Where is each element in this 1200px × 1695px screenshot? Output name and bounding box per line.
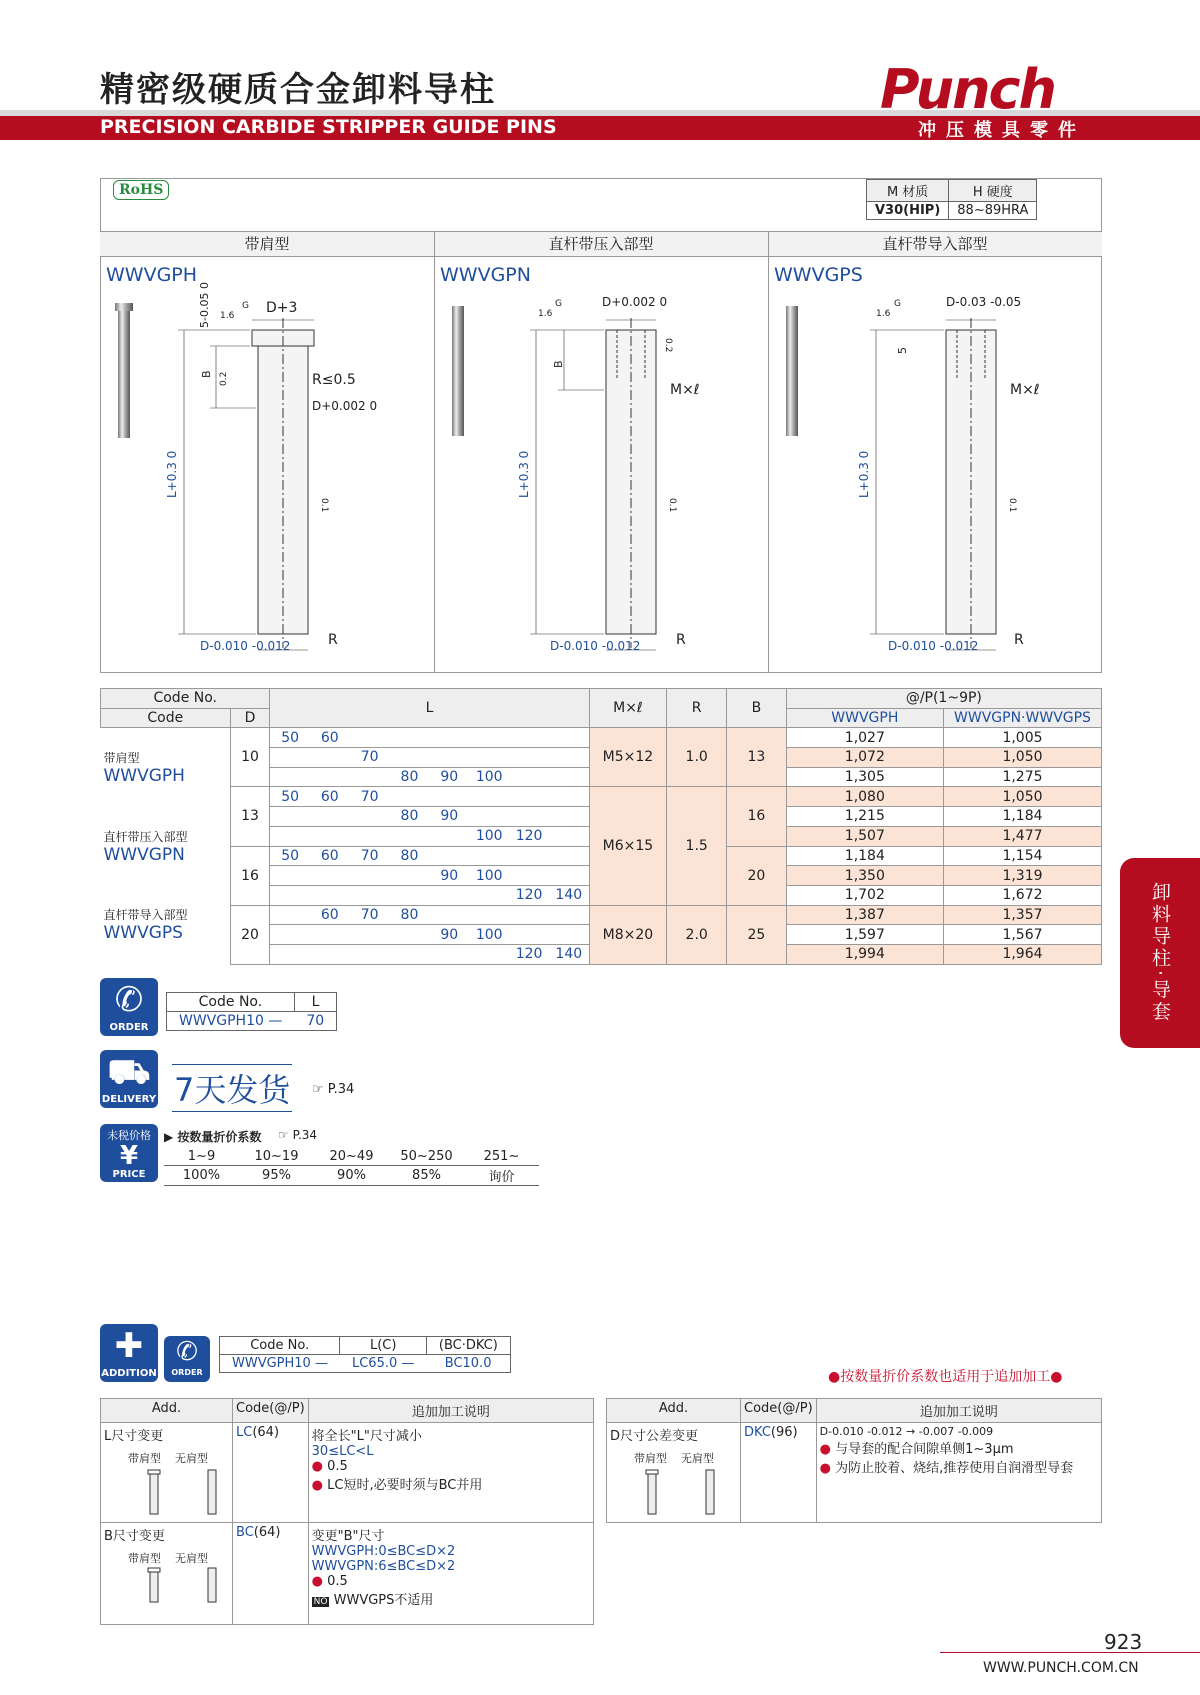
price-cell: 1,184 [943, 807, 1101, 827]
price-cell: 1,357 [943, 905, 1101, 925]
l-cell: 70 [350, 787, 390, 807]
spec-table [100, 688, 1102, 965]
l-cell [390, 728, 430, 748]
photo-wwvgps [786, 306, 798, 436]
g-wwvgpn: G [555, 299, 562, 309]
add-bc-code: BC [236, 1525, 254, 1540]
rate-cell: 95% [239, 1165, 314, 1185]
dim-bottom-wwvgps: D-0.010 -0.012 [888, 639, 979, 653]
dim-top-wwvgps: D-0.03 -0.05 [946, 295, 1022, 309]
h-m: M×ℓ [589, 689, 667, 728]
l-cell: 100 [469, 866, 509, 886]
hardness-label: H 硬度 [949, 180, 1037, 202]
add-h-lc: L(C) [340, 1337, 426, 1355]
dim-five-wwvgps: 5 [896, 347, 909, 354]
l-cell [549, 787, 589, 807]
l-cell [549, 728, 589, 748]
l-cell [509, 925, 549, 945]
l-cell [429, 905, 469, 925]
l-cell [310, 807, 350, 827]
l-cell [469, 846, 509, 866]
l-cell [390, 885, 430, 905]
dim-l-wwvgph: L+0.3 0 [165, 450, 179, 498]
l-cell: 120 [509, 826, 549, 846]
l-cell [469, 787, 509, 807]
l-cell [429, 846, 469, 866]
rohs-badge: RoHS [113, 180, 169, 200]
dim-d-wwvgph: D+0.002 0 [312, 399, 378, 413]
l-cell: 50 [270, 787, 310, 807]
price-cell: 1,154 [943, 846, 1101, 866]
price-cell: 1,275 [943, 767, 1101, 787]
price-cell: 1,672 [943, 885, 1101, 905]
l-cell [310, 944, 350, 964]
l-cell: 60 [310, 787, 350, 807]
model-wwvgps: WWVGPS [774, 264, 863, 286]
l-cell: 60 [310, 728, 350, 748]
side-category-tab[interactable]: 卸料导柱·导套 [1120, 858, 1200, 1048]
website: WWW.PUNCH.COM.CN [983, 1660, 1139, 1676]
price-cell: 1,005 [943, 728, 1101, 748]
dim-b-wwvgpn: B [552, 360, 565, 368]
rate-cell: 85% [389, 1165, 464, 1185]
l-cell: 140 [549, 885, 589, 905]
price-cell: 1,184 [786, 846, 943, 866]
spec-row [101, 787, 1102, 807]
flat-wwvgps: 0.1 [1007, 498, 1017, 513]
order-icon: ✆ ORDER [100, 978, 158, 1036]
delivery-text: 7天发货 [172, 1064, 292, 1112]
b-cell: 13 [727, 728, 787, 787]
qty-cell: 50~250 [389, 1148, 464, 1165]
l-cell [509, 787, 549, 807]
l-cell: 140 [549, 944, 589, 964]
model-wwvgpn: WWVGPN [440, 264, 531, 286]
l-cell [350, 767, 390, 787]
h-codeno: Code No. [101, 689, 270, 709]
dim-top-wwvgpn: D+0.002 0 [602, 295, 668, 309]
h-l: L [270, 689, 589, 728]
rough-wwvgph: 1.6 [220, 311, 235, 321]
dim-l-wwvgpn: L+0.3 0 [517, 450, 531, 498]
l-cell [549, 846, 589, 866]
add-dkc-code: DKC [744, 1425, 771, 1440]
l-cell [549, 905, 589, 925]
rough-wwvgpn: 1.6 [538, 309, 553, 319]
l-cell [350, 925, 390, 945]
l-cell [310, 767, 350, 787]
l-cell [509, 767, 549, 787]
l-cell: 60 [310, 905, 350, 925]
flat2-wwvgph: 0.2 [219, 371, 229, 386]
rate-cell: 100% [164, 1165, 239, 1185]
addition-table-right: Add. Code(@/P) 追加加工说明 D尺寸公差变更 带肩型 无肩型 DKC(96) D-0.010 -0.012 → -0.007 -0.009 ● 与导套的配合间隙单侧1~3μm ● 为防止胶着、烧结,推荐使用自润滑型导套 [606, 1398, 1102, 1523]
l-cell [429, 944, 469, 964]
l-cell: 90 [429, 925, 469, 945]
page-title: 精密级硬质合金卸料导柱 [100, 70, 496, 110]
h-code: Code [101, 708, 231, 728]
r-cell: 1.0 [667, 728, 727, 787]
l-cell [509, 866, 549, 886]
l-cell [549, 826, 589, 846]
l-cell [509, 748, 549, 768]
type-header-guide: 直杆带导入部型 [768, 231, 1102, 257]
delivery-ref: ☞ P.34 [312, 1082, 355, 1097]
spec-row [101, 905, 1102, 925]
h-r: R [667, 689, 727, 728]
add-lc-code: LC [236, 1425, 253, 1440]
photo-wwvgpn [452, 306, 464, 436]
l-cell: 80 [390, 905, 430, 925]
l-cell [310, 925, 350, 945]
l-cell [270, 748, 310, 768]
price-cell: 1,567 [943, 925, 1101, 945]
material-table [866, 179, 1037, 220]
price-title: ▶ 按数量折价系数 [164, 1130, 262, 1144]
addition-example-table: Code No. L(C) (BC·DKC) WWVGPH10 — LC65.0 — BC10.0 [219, 1336, 511, 1373]
addition-note: ●按数量折价系数也适用于追加加工● [828, 1369, 1063, 1385]
l-cell [390, 866, 430, 886]
order-icon-small: ✆ ORDER [164, 1336, 210, 1382]
l-cell [429, 748, 469, 768]
price-ref: ☞ P.34 [278, 1128, 318, 1142]
l-cell: 60 [310, 846, 350, 866]
brand-logo: Punch [880, 58, 1055, 121]
dim-r-wwvgph: R≤0.5 [312, 372, 356, 388]
page-title-en: PRECISION CARBIDE STRIPPER GUIDE PINS [100, 116, 557, 138]
dim-h-wwvgph: 5-0.05 0 [198, 282, 211, 328]
b-cell: 25 [727, 905, 787, 964]
price-cell: 1,702 [786, 885, 943, 905]
l-cell: 80 [390, 846, 430, 866]
flat-wwvgpn: 0.1 [667, 498, 677, 513]
l-cell [509, 846, 549, 866]
l-cell: 90 [429, 807, 469, 827]
order-h-l: L [294, 993, 336, 1012]
l-cell [350, 728, 390, 748]
add-h-bc: (BC·DKC) [426, 1337, 510, 1355]
l-cell: 50 [270, 846, 310, 866]
l-cell [310, 866, 350, 886]
price-icon: 未税价格 ¥ PRICE [100, 1124, 158, 1182]
l-cell [390, 787, 430, 807]
l-cell [350, 826, 390, 846]
price-cell: 1,964 [943, 944, 1101, 964]
h-b: B [727, 689, 787, 728]
l-cell [469, 905, 509, 925]
hardness-value: 88~89HRA [949, 202, 1037, 220]
qty-cell: 10~19 [239, 1148, 314, 1165]
l-cell: 120 [509, 885, 549, 905]
l-cell [429, 728, 469, 748]
material-label: M 材质 [867, 180, 949, 202]
spec-row [101, 728, 1102, 748]
price-cell: 1,050 [943, 787, 1101, 807]
price-cell: 1,072 [786, 748, 943, 768]
order-l: 70 [294, 1012, 336, 1031]
price-cell: 1,350 [786, 866, 943, 886]
dkc-diagram [610, 1466, 730, 1516]
price-cell: 1,387 [786, 905, 943, 925]
order-example-table: Code No. L WWVGPH10 — 70 [166, 992, 337, 1031]
g-wwvgps: G [894, 299, 901, 309]
dim-bottom-wwvgpn: D-0.010 -0.012 [550, 639, 641, 653]
l-cell [310, 748, 350, 768]
delivery-icon: ⛟ DELIVERY [100, 1050, 158, 1108]
flat2-wwvgpn: 0.2 [663, 338, 673, 353]
l-cell: 50 [270, 728, 310, 748]
m-cell: M6×15 [589, 787, 667, 905]
dim-bottom-wwvgph: D-0.010 -0.012 [200, 639, 291, 653]
d-cell: 16 [230, 846, 270, 905]
l-cell [310, 885, 350, 905]
qty-cell: 1~9 [164, 1148, 239, 1165]
order-code: WWVGPH10 [179, 1013, 264, 1029]
l-cell [549, 925, 589, 945]
add-bc-name: B尺寸变更 [104, 1529, 165, 1544]
g-wwvgph: G [242, 301, 249, 311]
l-cell: 100 [469, 767, 509, 787]
l-cell [270, 885, 310, 905]
l-cell: 90 [429, 767, 469, 787]
l-cell [509, 905, 549, 925]
price-cell: 1,994 [786, 944, 943, 964]
l-cell [469, 748, 509, 768]
flat-wwvgph: 0.1 [319, 498, 329, 513]
l-cell [270, 866, 310, 886]
h-p1: WWVGPH [786, 708, 943, 728]
l-cell [429, 885, 469, 905]
add-dkc-name: D尺寸公差变更 [610, 1429, 699, 1444]
lc-diagram [104, 1466, 224, 1516]
l-cell: 100 [469, 826, 509, 846]
l-cell [429, 787, 469, 807]
model-wwvgph: WWVGPH [106, 264, 198, 286]
l-cell: 80 [390, 767, 430, 787]
l-cell: 90 [429, 866, 469, 886]
l-cell [270, 905, 310, 925]
rate-cell: 90% [314, 1165, 389, 1185]
technical-drawings [100, 258, 1102, 672]
l-cell: 70 [350, 905, 390, 925]
dim-rb-wwvgpn: R [676, 632, 686, 648]
l-cell [270, 807, 310, 827]
l-cell [390, 748, 430, 768]
l-cell [549, 807, 589, 827]
m-cell: M8×20 [589, 905, 667, 964]
l-cell [549, 866, 589, 886]
l-cell [390, 925, 430, 945]
r-cell: 2.0 [667, 905, 727, 964]
l-cell: 70 [350, 846, 390, 866]
dim-m-wwvgps: M×ℓ [1010, 382, 1040, 398]
d-cell: 20 [230, 905, 270, 964]
l-cell [469, 885, 509, 905]
page-number: 923 [1104, 1630, 1143, 1654]
l-cell [549, 748, 589, 768]
price-cell: 1,215 [786, 807, 943, 827]
dim-m-wwvgpn: M×ℓ [670, 382, 700, 398]
l-cell [350, 944, 390, 964]
addition-table-left: Add. Code(@/P) 追加加工说明 L尺寸变更 带肩型 无肩型 LC(64) 将全长"L"尺寸减小 30≤LC<L ● 0.5 ● LC短时,必要时须与BC并用 B尺寸变更 带肩型 无肩型 BC(64) 变更"B"尺寸 WWVGPH:0≤BC≤D×2 WWVGPN:6≤BC≤D×2 ● 0.5 NO WWVGPS不适用 [100, 1398, 594, 1625]
l-cell: 80 [390, 807, 430, 827]
h-price: @/P(1~9P) [786, 689, 1101, 709]
qty-cell: 20~49 [314, 1148, 389, 1165]
brand-subtitle: 冲压模具零件 [918, 120, 1086, 141]
dim-l-wwvgps: L+0.3 0 [857, 450, 871, 498]
l-cell [469, 944, 509, 964]
code-cell: 直杆带压入部型 WWVGPN [101, 807, 231, 886]
price-table [164, 1148, 539, 1186]
l-cell [350, 807, 390, 827]
r-cell: 1.5 [667, 787, 727, 905]
price-cell: 1,080 [786, 787, 943, 807]
b-cell: 20 [727, 846, 787, 905]
l-cell [390, 826, 430, 846]
code-cell: 直杆带导入部型 WWVGPS [101, 885, 231, 964]
d-cell: 10 [230, 728, 270, 787]
price-cell: 1,027 [786, 728, 943, 748]
l-cell [270, 767, 310, 787]
l-cell [469, 728, 509, 748]
l-cell [390, 944, 430, 964]
dim-top-wwvgph: D+3 [266, 300, 298, 316]
type-header-shoulder: 带肩型 [100, 231, 434, 257]
m-cell: M5×12 [589, 728, 667, 787]
price-cell: 1,507 [786, 826, 943, 846]
bc-diagram [104, 1566, 224, 1606]
b-cell: 16 [727, 787, 787, 846]
l-cell [429, 826, 469, 846]
h-d: D [230, 708, 270, 728]
dim-b-wwvgph: B [200, 370, 213, 378]
rate-cell: 询价 [464, 1165, 539, 1185]
l-cell [270, 925, 310, 945]
dim-rb-wwvgph: R [328, 632, 338, 648]
price-cell: 1,305 [786, 767, 943, 787]
type-header-press: 直杆带压入部型 [434, 231, 768, 257]
code-cell: 带肩型 WWVGPH [101, 728, 231, 807]
rough-wwvgps: 1.6 [876, 309, 891, 319]
qty-cell: 251~ [464, 1148, 539, 1165]
l-cell [469, 807, 509, 827]
l-cell [549, 767, 589, 787]
price-cell: 1,597 [786, 925, 943, 945]
l-cell [509, 807, 549, 827]
price-cell: 1,319 [943, 866, 1101, 886]
d-cell: 13 [230, 787, 270, 846]
material-value: V30(HIP) [867, 202, 949, 220]
l-cell: 120 [509, 944, 549, 964]
l-cell [350, 885, 390, 905]
l-cell [350, 866, 390, 886]
l-cell [270, 944, 310, 964]
l-cell [310, 826, 350, 846]
h-p2: WWVGPN·WWVGPS [943, 708, 1101, 728]
l-cell [270, 826, 310, 846]
add-lc-name: L尺寸变更 [104, 1429, 164, 1444]
l-cell [509, 728, 549, 748]
add-h-code: Code No. [220, 1337, 340, 1355]
l-cell: 70 [350, 748, 390, 768]
price-cell: 1,477 [943, 826, 1101, 846]
photo-wwvgph [118, 303, 130, 438]
dim-rb-wwvgps: R [1014, 632, 1024, 648]
price-cell: 1,050 [943, 748, 1101, 768]
l-cell: 100 [469, 925, 509, 945]
addition-icon: ✚ ADDITION [100, 1324, 158, 1382]
order-h-code: Code No. [167, 993, 295, 1012]
